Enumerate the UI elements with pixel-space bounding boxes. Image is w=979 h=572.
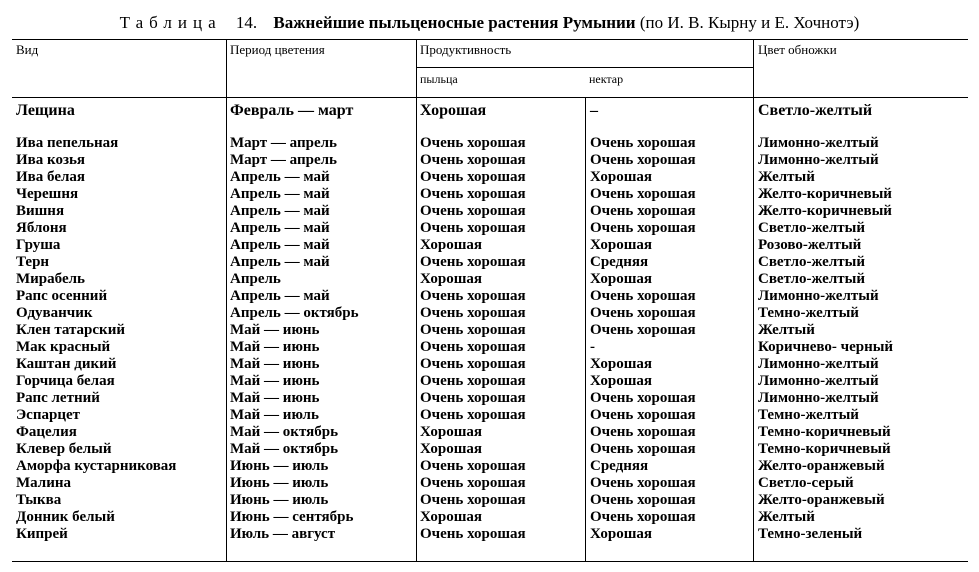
cell-period: Май — июль <box>230 407 319 423</box>
cell-color: Желтый <box>758 322 815 338</box>
table-bottom-rule <box>12 561 968 562</box>
cell-pollen: Хорошая <box>420 102 487 119</box>
cell-color: Светло-желтый <box>758 271 865 287</box>
cell-color: Лимонно-желтый <box>758 390 879 406</box>
cell-nectar: - <box>590 339 595 355</box>
cell-species: Малина <box>16 475 71 491</box>
table-row <box>0 407 979 424</box>
cell-nectar: Средняя <box>590 254 649 270</box>
cell-color: Светло-желтый <box>758 102 873 119</box>
cell-pollen: Хорошая <box>420 441 482 457</box>
cell-period: Апрель — май <box>230 237 330 253</box>
header-productivity: Продуктивность <box>420 42 512 57</box>
cell-pollen: Очень хорошая <box>420 475 526 491</box>
caption-title: Важнейшие пыльценосные растения Румынии <box>273 13 636 32</box>
cell-pollen: Очень хорошая <box>420 373 526 389</box>
cell-species: Тыква <box>16 492 62 508</box>
cell-period: Май — июнь <box>230 390 320 406</box>
table-row <box>0 203 979 220</box>
cell-period: Апрель — май <box>230 203 330 219</box>
cell-nectar: Очень хорошая <box>590 186 696 202</box>
table-row <box>0 492 979 509</box>
cell-period: Март — апрель <box>230 135 337 151</box>
cell-nectar: Очень хорошая <box>590 475 696 491</box>
cell-species: Эспарцет <box>16 407 80 423</box>
cell-period: Апрель — май <box>230 254 330 270</box>
cell-period: Июль — август <box>230 526 336 542</box>
header-species: Вид <box>16 42 39 57</box>
cell-species: Клевер белый <box>16 441 112 457</box>
cell-nectar: Средняя <box>590 458 649 474</box>
cell-pollen: Очень хорошая <box>420 169 526 185</box>
cell-species: Рапс летний <box>16 390 100 406</box>
cell-color: Лимонно-желтый <box>758 135 879 151</box>
cell-color: Желтый <box>758 169 815 185</box>
cell-species: Клен татарский <box>16 322 125 338</box>
cell-color: Светло-желтый <box>758 254 865 270</box>
cell-color: Темно-коричневый <box>758 424 891 440</box>
table-row <box>0 169 979 186</box>
cell-pollen: Очень хорошая <box>420 305 526 321</box>
cell-color: Желто-оранжевый <box>758 458 885 474</box>
cell-color: Желтый <box>758 509 815 525</box>
table-row <box>0 339 979 356</box>
cell-pollen: Очень хорошая <box>420 390 526 406</box>
caption-source: (по И. В. Кырну и Е. Хочнотэ) <box>639 13 860 32</box>
cell-pollen: Очень хорошая <box>420 254 526 270</box>
cell-period: Май — июнь <box>230 373 320 389</box>
cell-period: Май — июнь <box>230 339 320 355</box>
cell-species: Ива козья <box>16 152 86 168</box>
table-row <box>0 305 979 322</box>
cell-nectar: Очень хорошая <box>590 135 696 151</box>
cell-period: Апрель — май <box>230 288 330 304</box>
cell-pollen: Очень хорошая <box>420 152 526 168</box>
cell-nectar: Хорошая <box>590 237 652 253</box>
table-row <box>0 288 979 305</box>
cell-pollen: Очень хорошая <box>420 135 526 151</box>
cell-pollen: Хорошая <box>420 271 482 287</box>
cell-color: Желто-оранжевый <box>758 492 885 508</box>
cell-species: Черешня <box>16 186 79 202</box>
cell-nectar: Хорошая <box>590 526 652 542</box>
cell-color: Лимонно-желтый <box>758 288 879 304</box>
cell-color: Лимонно-желтый <box>758 373 879 389</box>
cell-color: Розово-желтый <box>758 237 862 253</box>
cell-period: Апрель — май <box>230 220 330 236</box>
cell-species: Одуванчик <box>16 305 93 321</box>
cell-color: Желто-коричневый <box>758 203 892 219</box>
table-row <box>0 373 979 390</box>
cell-species: Ива пепельная <box>16 135 119 151</box>
cell-color: Темно-зеленый <box>758 526 863 542</box>
cell-species: Яблоня <box>16 220 67 236</box>
cell-nectar: Очень хорошая <box>590 492 696 508</box>
table-body <box>0 135 979 543</box>
cell-species: Донник белый <box>16 509 115 525</box>
cell-nectar: Очень хорошая <box>590 441 696 457</box>
table-row <box>0 220 979 237</box>
cell-color: Светло-серый <box>758 475 854 491</box>
cell-period: Июнь — июль <box>230 492 329 508</box>
cell-color: Темно-желтый <box>758 407 859 423</box>
table-row <box>0 186 979 203</box>
cell-period: Май — июнь <box>230 322 320 338</box>
cell-species: Вишня <box>16 203 65 219</box>
cell-species: Горчица белая <box>16 373 115 389</box>
cell-color: Коричнево- черный <box>758 339 894 355</box>
cell-species: Терн <box>16 254 50 270</box>
cell-species: Фацелия <box>16 424 77 440</box>
table-row <box>0 526 979 543</box>
cell-species: Аморфа кустарниковая <box>16 458 177 474</box>
cell-color: Светло-желтый <box>758 220 865 236</box>
cell-species: Кипрей <box>16 526 68 542</box>
table-row <box>0 152 979 169</box>
header-period: Период цветения <box>230 42 325 57</box>
cell-period: Июнь — июль <box>230 475 329 491</box>
cell-pollen: Очень хорошая <box>420 322 526 338</box>
cell-nectar: Очень хорошая <box>590 152 696 168</box>
cell-species: Ива белая <box>16 169 86 185</box>
cell-pollen: Очень хорошая <box>420 203 526 219</box>
cell-nectar: Хорошая <box>590 373 652 389</box>
header-color: Цвет обножки <box>758 42 837 57</box>
caption-label: Таблица <box>119 13 222 32</box>
cell-period: Июнь — июль <box>230 458 329 474</box>
cell-pollen: Очень хорошая <box>420 492 526 508</box>
table-row <box>0 390 979 407</box>
cell-pollen: Очень хорошая <box>420 339 526 355</box>
cell-species: Каштан дикий <box>16 356 117 372</box>
cell-color: Лимонно-желтый <box>758 356 879 372</box>
cell-species: Груша <box>16 237 61 253</box>
productivity-subheader-rule <box>416 67 753 68</box>
table-row <box>0 458 979 475</box>
cell-period: Июнь — сентябрь <box>230 509 354 525</box>
cell-nectar: Хорошая <box>590 169 652 185</box>
cell-nectar: Очень хорошая <box>590 220 696 236</box>
cell-pollen: Хорошая <box>420 509 482 525</box>
cell-nectar: Очень хорошая <box>590 305 696 321</box>
cell-pollen: Хорошая <box>420 237 482 253</box>
cell-pollen: Хорошая <box>420 424 482 440</box>
cell-period: Апрель <box>230 271 281 287</box>
cell-nectar: Очень хорошая <box>590 390 696 406</box>
cell-nectar: Очень хорошая <box>590 509 696 525</box>
table-row <box>0 424 979 441</box>
cell-pollen: Очень хорошая <box>420 356 526 372</box>
table-row <box>0 135 979 152</box>
cell-nectar: Очень хорошая <box>590 288 696 304</box>
table-top-rule <box>12 39 968 40</box>
table-row <box>0 475 979 492</box>
cell-nectar: Очень хорошая <box>590 322 696 338</box>
cell-color: Желто-коричневый <box>758 186 892 202</box>
cell-pollen: Очень хорошая <box>420 186 526 202</box>
cell-color: Темно-желтый <box>758 305 859 321</box>
header-pollen: пыльца <box>420 72 458 86</box>
cell-nectar: Хорошая <box>590 356 652 372</box>
caption-number: 14. <box>235 13 258 32</box>
table-row <box>0 356 979 373</box>
cell-species: Мирабель <box>16 271 85 287</box>
cell-pollen: Очень хорошая <box>420 407 526 423</box>
cell-period: Апрель — май <box>230 186 330 202</box>
cell-pollen: Очень хорошая <box>420 526 526 542</box>
cell-pollen: Очень хорошая <box>420 220 526 236</box>
cell-species: Лещина <box>16 102 75 119</box>
cell-species: Мак красный <box>16 339 111 355</box>
cell-nectar: – <box>590 102 598 119</box>
cell-species: Рапс осенний <box>16 288 108 304</box>
table-row <box>0 509 979 526</box>
cell-color: Темно-коричневый <box>758 441 891 457</box>
cell-nectar: Очень хорошая <box>590 407 696 423</box>
table-caption <box>0 12 979 34</box>
table-row-first <box>0 101 979 121</box>
header-nectar: нектар <box>589 72 624 86</box>
header-bottom-rule <box>12 97 968 98</box>
table-row <box>0 271 979 288</box>
cell-color: Лимонно-желтый <box>758 152 879 168</box>
cell-pollen: Очень хорошая <box>420 458 526 474</box>
cell-pollen: Очень хорошая <box>420 288 526 304</box>
table-row <box>0 441 979 458</box>
cell-period: Февраль — март <box>230 102 354 119</box>
cell-period: Май — октябрь <box>230 441 339 457</box>
cell-period: Апрель — май <box>230 169 330 185</box>
cell-period: Май — октябрь <box>230 424 339 440</box>
table-row <box>0 322 979 339</box>
table-row <box>0 237 979 254</box>
cell-period: Март — апрель <box>230 152 337 168</box>
cell-nectar: Очень хорошая <box>590 203 696 219</box>
cell-period: Май — июнь <box>230 356 320 372</box>
cell-nectar: Хорошая <box>590 271 652 287</box>
cell-period: Апрель — октябрь <box>230 305 359 321</box>
cell-nectar: Очень хорошая <box>590 424 696 440</box>
table-row <box>0 254 979 271</box>
